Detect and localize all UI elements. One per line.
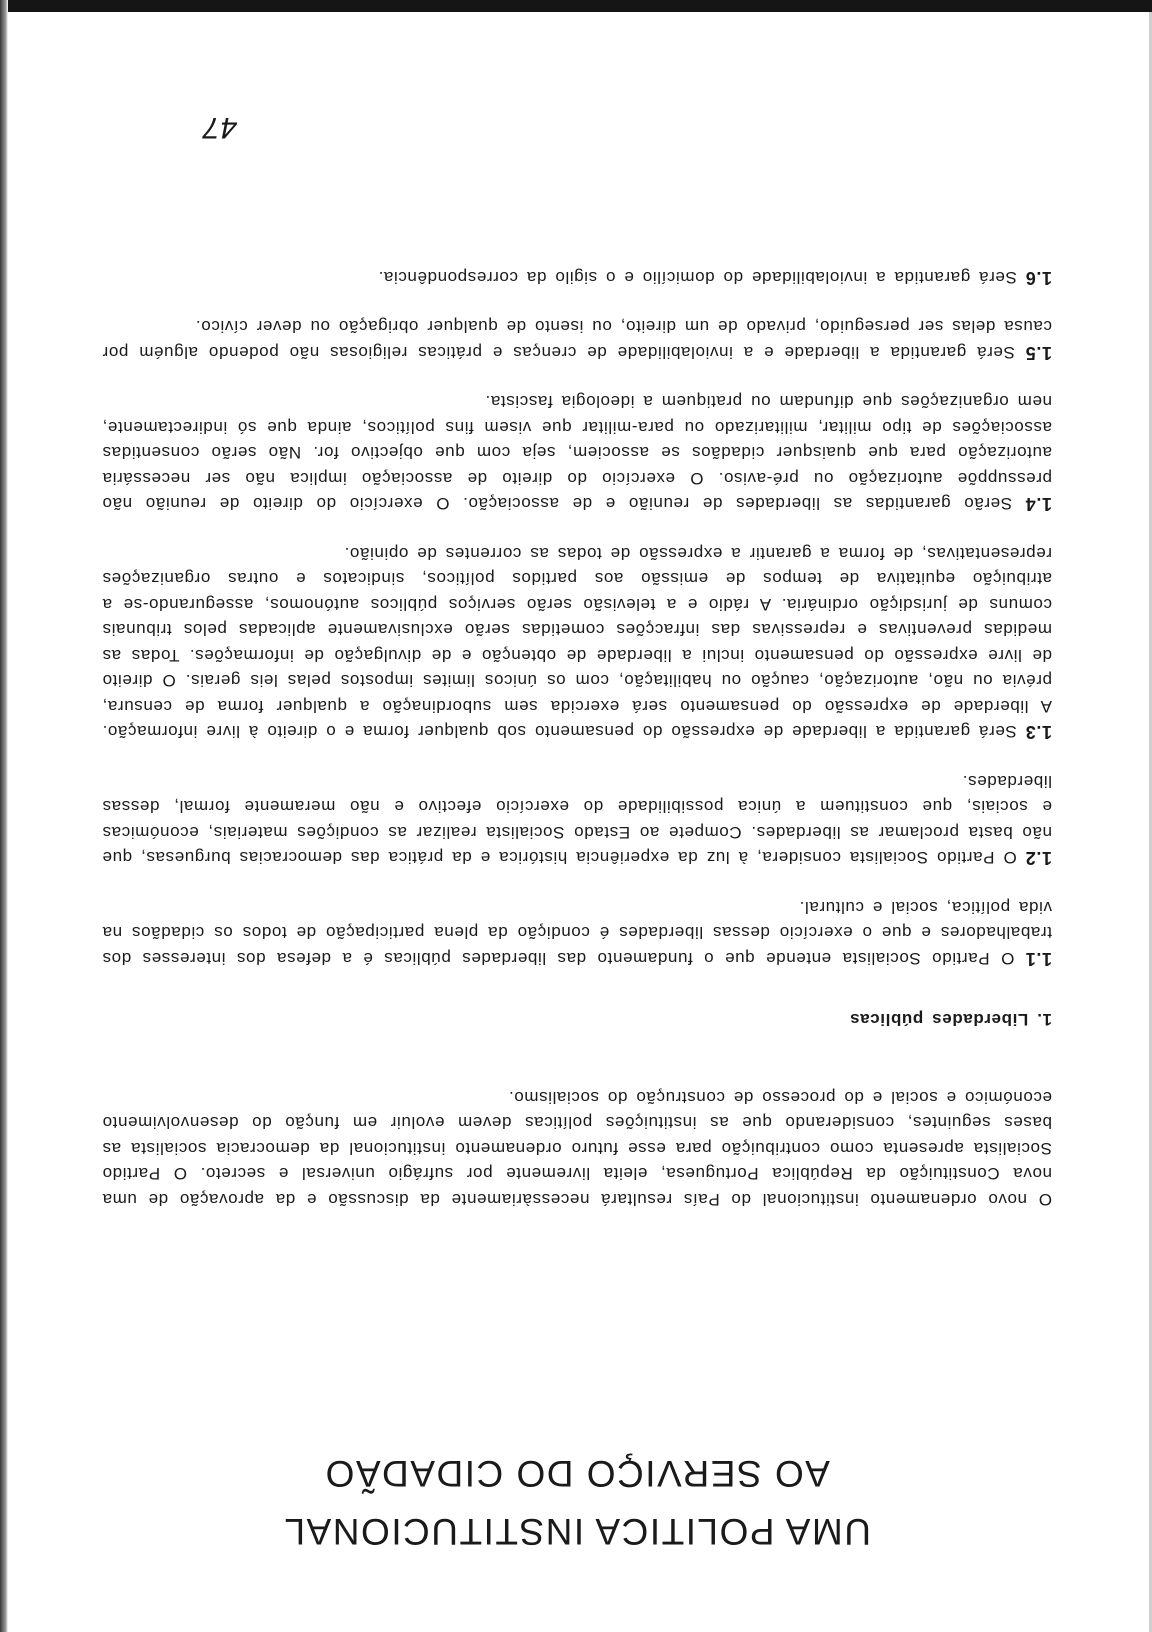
paragraph-number: 1.2 [1025,848,1052,869]
paragraph-number: 1.1 [1025,949,1052,969]
paragraph-number: 1.3 [1025,722,1052,743]
section-heading: 1. Liberdades públicas [849,1010,1052,1030]
paragraph-1-5 [102,314,1052,365]
page-number: 47 [202,111,238,145]
title-line-1: UMA POLITICA INSTITUCIONAL [283,1511,871,1552]
title-block [102,1444,1052,1560]
intro-paragraph: O novo ordenamento institucional do País resultará necessàriamente da discussão e da aprovação de uma nova Constituição da República Portuguesa, eleita livremente por sufrágio universal e secreto. O Partido Socialista apresenta como contribuição para esse futuro ordenamento institucional da democracia socialista as bases seguintes, considerando que as instituições políticas devem evoluir em função do desenvolvimento económico e social e do processo de construção do socialismo. [102,1088,1052,1209]
paragraph-number: 1.5 [1025,343,1052,363]
paragraph-number: 1.4 [1025,494,1052,515]
paragraph-text: O Partido Socialista considera, à luz da experiência histórica e da prática das democracias burguesas, que não basta proclamar as liberdades. Compete ao Estado Socialista realizar as condições materiais, económicas e sociais, que constituem a única possibilidade do exercício efectivo e não meramente formal, dessas liberdades. [102,772,1052,868]
paragraph-text: Será garantida a liberdade e a inviolabilidade de crenças e práticas religiosas não podendo alguém por causa delas ser perseguido, privado de um direito, ou isento de qualquer obrigação ou dever cívico. [102,317,1052,362]
title-line-2: AO SERVIÇO DO CIDADÃO [324,1453,830,1494]
paragraph-1-6 [102,265,1052,291]
paragraph-text: Serão garantidas as liberdades de reunião e de associação. O exercício do direito de reunião não pressuppõe autorização ou pré-aviso. O exercício do direito de associação implica não ser necessária autorização para que quaisquer cidadãos se associem, seja com que objectivo for. Não serão consentidas associações de tipo militar, militarizado ou para-militar que visem fins políticos, ainda que só indirectamente, nem organizações que difundam ou pratiquem a ideologia fascista. [102,392,1052,514]
paragraph-number: 1.6 [1025,268,1052,288]
paragraph-1-2 [102,769,1052,871]
paragraph-text: O Partido Socialista entende que o fundamento das liberdades públicas é a defesa dos interesses dos trabalhadores e que o exercício dessas liberdades é condição da plena participação de todos os cidadãos na vida política, social e cultural. [102,898,1052,968]
paragraph-1-1 [102,895,1052,972]
paragraph-1-3 [102,541,1052,745]
paragraph-text: Será garantida a inviolabilidade do domicílio e o sigilo da correspondência. [378,268,1017,287]
page-footer [102,111,1052,241]
paragraph-1-4 [102,389,1052,517]
paragraph-text: Será garantida a liberdade de expressão do pensamento sob qualquer forma e o direito à livre informação. A liberdade de expressão do pensamento será exercida sem subordinação a qualquer forma de censura, prévia ou não, autorização, caução ou habilitação, com os únicos limites impostos pelas leis gerais. O direito de livre expressão do pensamento inclui a liberdade de obtenção e de divulgação de informações. Todas as medidas preventivas e repressivas das infracções cometidas serão exclusivamente aplicadas pelos tribunais comuns de jurisdição ordinária. A rádio e a televisão serão serviços públicos autónomos, assegurando-se a atribuição equitativa de tempos de emissão aos partidos políticos, sindicatos e outras organizações representativas, de forma a garantir a expressão de todas as correntes de opinião. [101,544,1052,742]
page-content [102,111,1052,1561]
